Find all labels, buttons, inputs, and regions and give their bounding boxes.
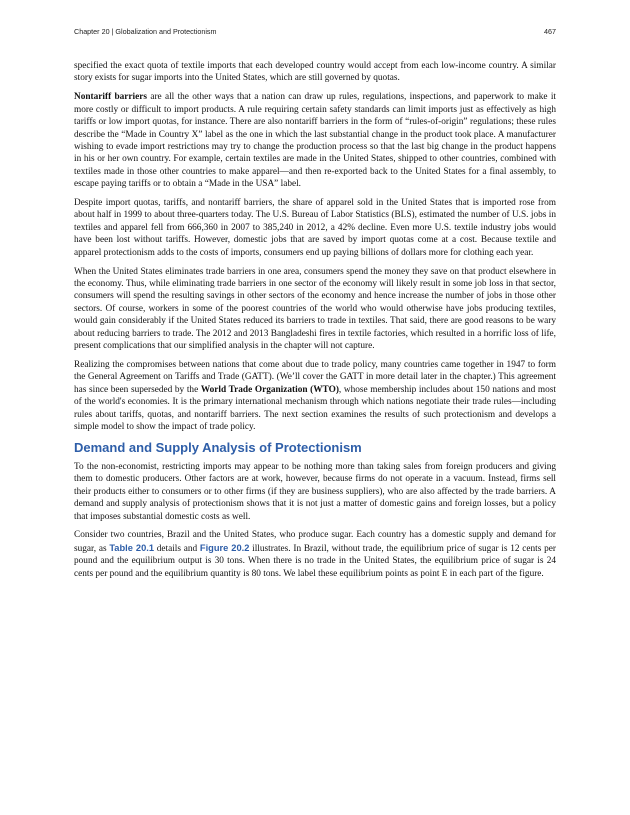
table-link[interactable]: Table 20.1 bbox=[109, 542, 154, 553]
paragraph-non-economist bbox=[74, 461, 556, 523]
paragraph-apparel-imports bbox=[74, 197, 556, 259]
paragraph-quota-continuation bbox=[74, 60, 556, 85]
section-heading: Demand and Supply Analysis of Protectionism bbox=[74, 439, 362, 455]
paragraph-brazil-us-sugar bbox=[74, 529, 556, 580]
paragraph-eliminating-barriers bbox=[74, 266, 556, 353]
figure-link[interactable]: Figure 20.2 bbox=[199, 542, 250, 553]
paragraph-text: Consider two countries, Brazil and the United States, who produce sugar. Each country has a domestic supply and demand for sugar, as bbox=[74, 530, 556, 554]
key-term-wto: World Trade Organization (WTO) bbox=[200, 384, 339, 395]
paragraph-nontariff-barriers bbox=[74, 91, 556, 190]
paragraph-text: details and bbox=[154, 543, 200, 554]
paragraph-text: are all the other ways that a nation can draw up rules, regulations, inspections, and paperwork to make it more costly or difficult to import products. A rule requiring certain safety standards can limit imports just as effectively as high tariffs or low import quotas, for instance. There are also nontariff barriers in the form of “rules-of-origin” regulations; these rules describe the “Made in Country X” label as the one in which the last substantial change in the product took place. A manufacturer wishing to evade import restrictions may try to change the production process so that the last big change in the product happens in his or her own country. For example, certain textiles are made in the United States, shipped to other countries, combined with textiles made in those other countries to make apparel—and then re-exported back to the United States for a final assembly, to escape paying tariffs or to obtain a “Made in the USA” label. bbox=[74, 92, 556, 190]
key-term-nontariff-barriers: Nontariff barriers bbox=[74, 92, 148, 103]
page-number: 467 bbox=[544, 26, 556, 36]
paragraph-text: To the non-economist, restricting imports may appear to be nothing more than taking sales from foreign producers and giving them to domestic producers. Other factors are at work, however, because firms do not operate in a vacuum. Instead, firms sell their products either to consumers or to other firms (if they are business suppliers), who are also affected by the trade barriers. A demand and supply analysis of protectionism shows that it is not just a matter of domestic gains and foreign losses, but a policy that imposes substantial domestic costs as well. bbox=[74, 461, 556, 522]
body-text bbox=[74, 60, 556, 587]
chapter-title: Chapter 20 | Globalization and Protectionism bbox=[74, 26, 217, 36]
paragraph-text: , whose membership includes about 150 nations and most of the world's economies. It is the primary international mechanism through which nations negotiate their trade rules—including rules about tariffs, quotas, and nontariff barriers. The next section examines the results of such protectionism and develops a simple model to show the impact of trade policy. bbox=[74, 384, 557, 432]
paragraph-text: Despite import quotas, tariffs, and nontariff barriers, the share of apparel sold in the United States that is imported rose from about half in 1999 to about three-quarters today. The U.S. Bureau of Labor Statistics (BLS), estimated the number of U.S. jobs in textiles and apparel fell from 666,360 in 2007 to 385,240 in 2012, a 42% decline. Even more U.S. textile industry jobs would have been lost without tariffs. However, domestic jobs that are saved by import quotas come at a cost. Because textile and apparel protectionism adds to the costs of imports, consumers end up paying billions of dollars more for clothing each year. bbox=[74, 198, 556, 258]
paragraph-text: specified the exact quota of textile imports that each developed country would accept from each low-income country. A similar story exists for sugar imports into the United States, which are still governed by quotas. bbox=[74, 61, 556, 84]
paragraph-text: illustrates. In Brazil, without trade, the equilibrium price of sugar is 12 cents per pound and the equilibrium output is 30 tons. When there is no trade in the United States, the equilibrium price of sugar is 24 cents per pound and the equilibrium quantity is 80 tons. We label these equilibrium points as point E in each part of the figure. bbox=[74, 543, 556, 579]
paragraph-text: Realizing the compromises between nations that come about due to trade policy, many countries came together in 1947 to form the General Agreement on Tariffs and Trade (GATT). (We’ll cover the GATT in more detail later in the chapter.) This agreement has since been superseded by the bbox=[74, 359, 556, 395]
running-header bbox=[74, 25, 556, 37]
paragraph-gatt-wto bbox=[74, 359, 556, 433]
paragraph-text: When the United States eliminates trade barriers in one area, consumers spend the money they save on that product elsewhere in the economy. Thus, while eliminating trade barriers in one sector of the economy will likely result in some job loss in that sector, consumers will spend the resulting savings in other sectors of the economy and hence increase the number of jobs in those other sectors. Of course, workers in some of the poorest countries of the world who would otherwise have jobs producing textiles, would gain considerably if the United States reduced its barriers to trade in textiles. That said, there are good reasons to be wary about reducing barriers to trade. The 2012 and 2013 Bangladeshi fires in textile factories, which resulted in a horrific loss of life, present complications that our simplified analysis in the chapter will not capture. bbox=[74, 266, 556, 352]
